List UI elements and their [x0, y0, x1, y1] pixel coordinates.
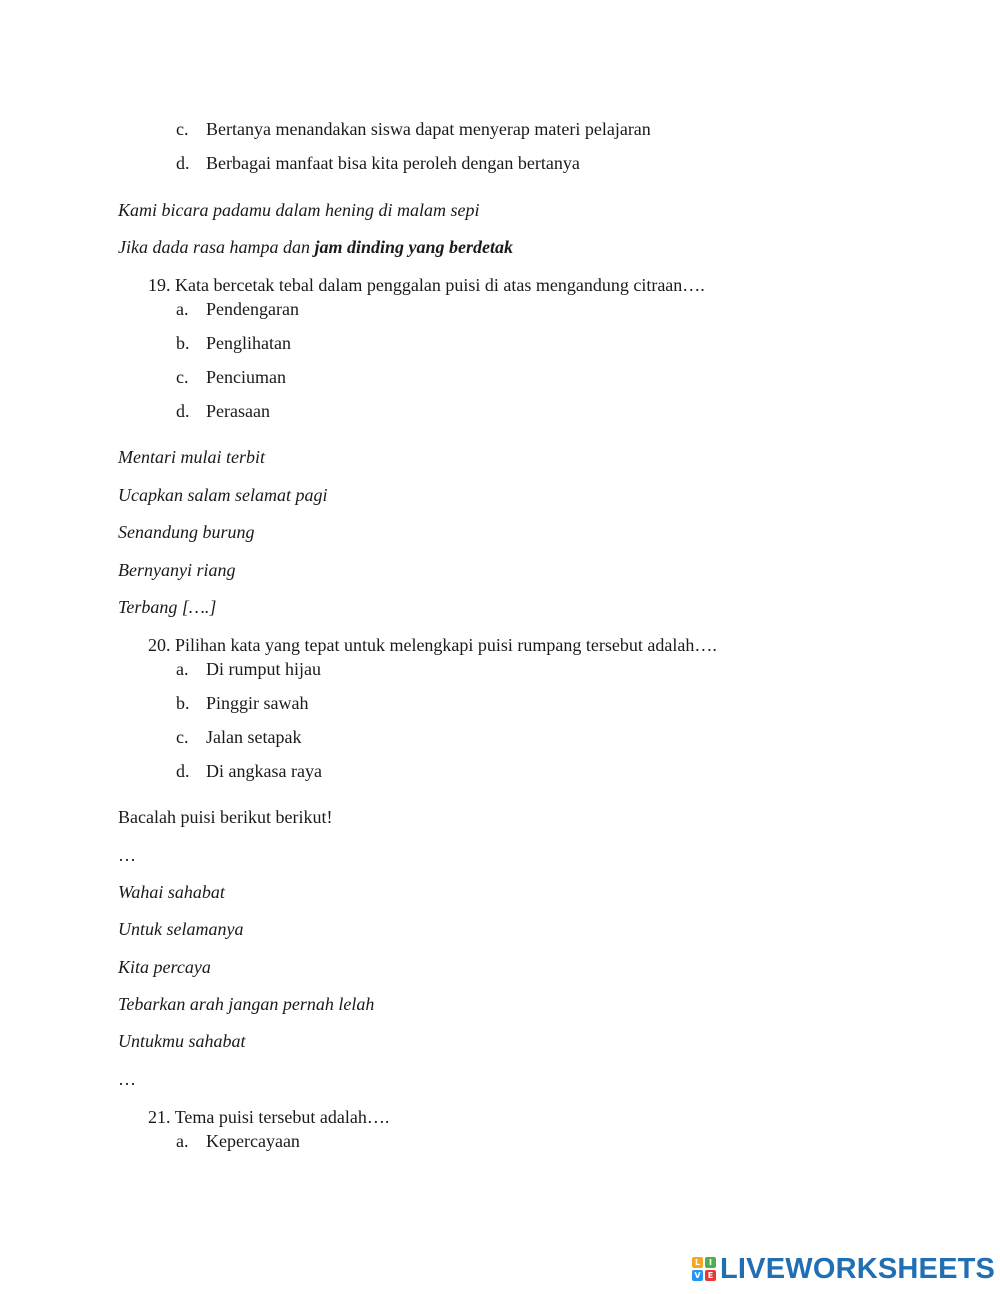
- q18-option-c-letter: c.: [176, 119, 189, 139]
- q20-question: [148, 634, 717, 656]
- q21-number: 21.: [148, 1107, 171, 1127]
- q20-number: 20.: [148, 635, 171, 655]
- logo-tile-i: I: [705, 1257, 716, 1268]
- logo-tile-v: V: [692, 1270, 703, 1281]
- q20-option-a-letter: a.: [176, 659, 189, 679]
- poem3-line-1: Wahai sahabat: [118, 882, 225, 902]
- q21-question: [148, 1106, 389, 1128]
- liveworksheets-logo-icon: [692, 1257, 716, 1281]
- q18-option-d-text[interactable]: Berbagai manfaat bisa kita peroleh dengan bertanya: [206, 153, 580, 173]
- q20-option-d-letter: d.: [176, 761, 190, 781]
- instruction-text: Bacalah puisi berikut berikut!: [118, 807, 333, 827]
- logo-tile-l: L: [692, 1257, 703, 1268]
- poem3-line-4: Tebarkan arah jangan pernah lelah: [118, 994, 375, 1014]
- poem2-line-3: Senandung burung: [118, 522, 255, 542]
- q20-option-c-text[interactable]: Jalan setapak: [206, 727, 302, 747]
- q19-text: Kata bercetak tebal dalam penggalan puisi di atas mengandung citraan….: [175, 275, 705, 295]
- q20-option-c-letter: c.: [176, 727, 189, 747]
- q20-option-b-letter: b.: [176, 693, 190, 713]
- poem1-line-2-plain: Jika dada rasa hampa dan: [118, 237, 315, 257]
- poem2-line-5: Terbang [….]: [118, 597, 217, 617]
- q19-number: 19.: [148, 275, 171, 295]
- q21-text: Tema puisi tersebut adalah….: [174, 1107, 390, 1127]
- poem2-line-1: Mentari mulai terbit: [118, 447, 265, 467]
- poem1-line-1: Kami bicara padamu dalam hening di malam sepi: [118, 200, 480, 220]
- q19-option-c-letter: c.: [176, 367, 189, 387]
- q18-option-d-letter: d.: [176, 153, 190, 173]
- poem3-line-3: Kita percaya: [118, 957, 211, 977]
- q19-option-d-letter: d.: [176, 401, 190, 421]
- poem3-ellipsis-top: …: [118, 845, 136, 865]
- poem2-line-4: Bernyanyi riang: [118, 560, 236, 580]
- q19-option-d-text[interactable]: Perasaan: [206, 401, 270, 421]
- poem3-ellipsis-bottom: …: [118, 1069, 136, 1089]
- logo-tile-e: E: [705, 1270, 716, 1281]
- q19-option-b-text[interactable]: Penglihatan: [206, 333, 291, 353]
- q19-option-b-letter: b.: [176, 333, 190, 353]
- poem2-line-2: Ucapkan salam selamat pagi: [118, 485, 328, 505]
- q19-option-a-text[interactable]: Pendengaran: [206, 299, 299, 319]
- q20-option-b-text[interactable]: Pinggir sawah: [206, 693, 309, 713]
- q19-option-c-text[interactable]: Penciuman: [206, 367, 286, 387]
- poem1-line-2: [118, 236, 513, 258]
- q19-option-a-letter: a.: [176, 299, 189, 319]
- q19-question: [148, 274, 705, 296]
- q20-option-a-text[interactable]: Di rumput hijau: [206, 659, 321, 679]
- poem3-line-5: Untukmu sahabat: [118, 1031, 246, 1051]
- liveworksheets-logo: [692, 1252, 995, 1286]
- q21-option-a-text[interactable]: Kepercayaan: [206, 1131, 300, 1151]
- q21-option-a-letter: a.: [176, 1131, 189, 1151]
- q20-option-d-text[interactable]: Di angkasa raya: [206, 761, 322, 781]
- liveworksheets-logo-text: LIVEWORKSHEETS: [720, 1253, 996, 1285]
- poem3-line-2: Untuk selamanya: [118, 919, 244, 939]
- poem1-line-2-bold: jam dinding yang berdetak: [314, 237, 514, 257]
- q18-option-c-text[interactable]: Bertanya menandakan siswa dapat menyerap materi pelajaran: [206, 119, 651, 139]
- q20-text: Pilihan kata yang tepat untuk melengkapi puisi rumpang tersebut adalah….: [175, 635, 717, 655]
